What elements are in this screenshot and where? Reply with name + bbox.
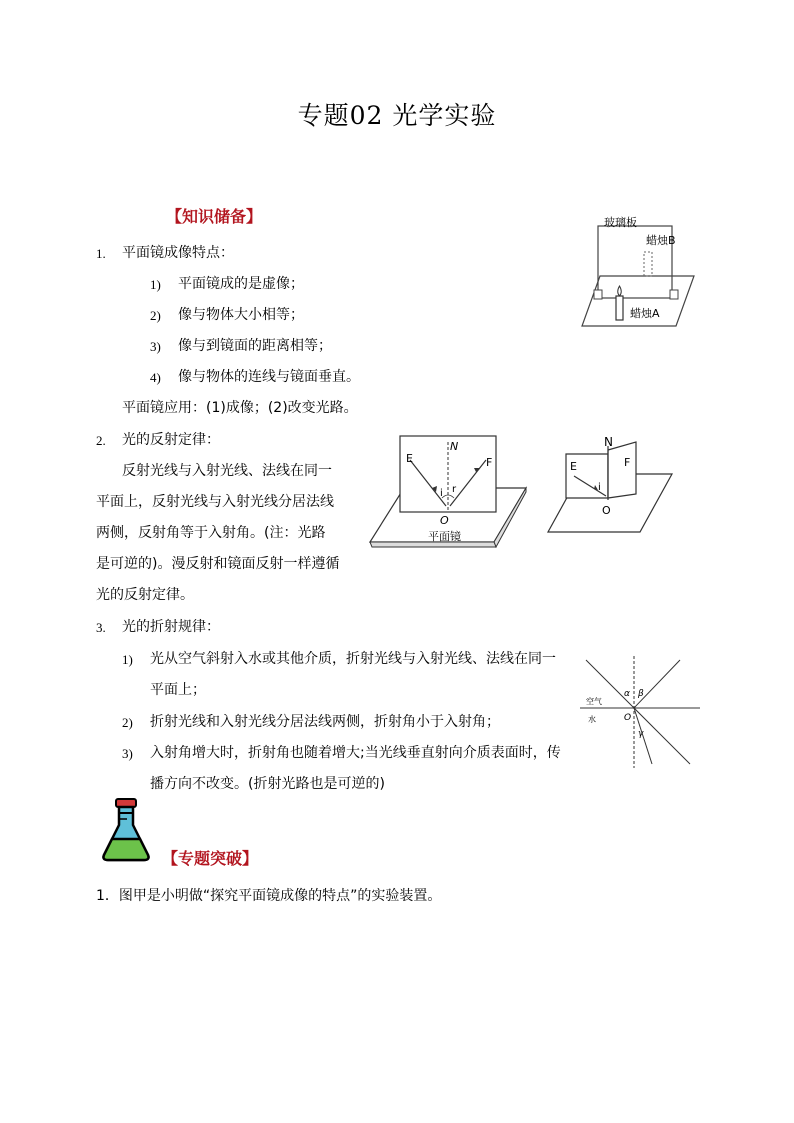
item3-point3-line2: 播方向不改变。(折射光路也是可逆的) — [150, 776, 385, 792]
item3-point2-number: 2) — [122, 715, 133, 730]
item1-point2: 像与物体大小相等； — [178, 307, 304, 323]
item1-point4: 像与物体的连线与镜面垂直。 — [178, 369, 360, 385]
item3-point3-line1: 入射角增大时，折射角也随着增大;当光线垂直射向介质表面时，传 — [150, 745, 561, 761]
point-o-label: O — [440, 514, 449, 527]
item1-point3: 像与到镜面的距离相等； — [178, 338, 332, 354]
reflection-figure — [366, 430, 528, 550]
normal-n-label: N — [450, 440, 459, 453]
page-title: 专题02 光学实验 — [297, 101, 497, 130]
item3-point2-line1: 折射光线和入射光线分居法线两侧，折射角小于入射角； — [150, 714, 500, 730]
item1-point3-number: 3) — [150, 339, 161, 354]
candle-a-label: 蜡烛A — [630, 307, 660, 320]
alpha-label: α — [624, 689, 630, 699]
item3-point1-number: 1) — [122, 652, 133, 667]
item1-application: 平面镜应用：(1)成像；(2)改变光路。 — [122, 400, 358, 416]
beta-label: β — [638, 689, 644, 699]
reflected-f-label: F — [486, 456, 493, 469]
item1-point1: 平面镜成的是虚像； — [178, 276, 304, 292]
folded-n-label: N — [604, 435, 613, 449]
angle-r-label: r — [452, 484, 457, 495]
candle-b-label: 蜡烛B — [646, 234, 676, 247]
item2-number: 2. — [96, 433, 106, 448]
item1-point2-number: 2) — [150, 308, 161, 323]
folded-f-label: F — [624, 456, 631, 469]
plane-mirror-label: 平面镜 — [428, 530, 461, 543]
folded-e-label: E — [570, 460, 577, 473]
item3-number: 3. — [96, 620, 106, 635]
item3-point3-number: 3) — [122, 746, 133, 761]
flask-icon — [100, 797, 152, 863]
item2-line2: 平面上，反射光线与入射光线分居法线 — [96, 494, 334, 510]
item3-point1-line2: 平面上； — [150, 682, 206, 698]
item1-number: 1. — [96, 246, 106, 261]
air-label: 空气 — [586, 697, 602, 706]
refraction-figure — [580, 656, 702, 770]
section-breakthrough-heading: 【专题突破】 — [162, 849, 259, 868]
mirror-imaging-figure — [576, 210, 700, 330]
folded-o-label: O — [602, 504, 611, 517]
section-knowledge-heading: 【知识储备】 — [166, 207, 263, 226]
incident-e-label: E — [406, 452, 413, 465]
item3-heading: 光的折射规律： — [122, 619, 220, 635]
item2-line1: 反射光线与入射光线、法线在同一 — [122, 463, 332, 479]
folded-board-figure — [544, 432, 674, 536]
item2-heading: 光的反射定律： — [122, 432, 220, 448]
refraction-o-label: O — [624, 713, 632, 723]
folded-i-label: i — [598, 482, 601, 493]
item3-point1-line1: 光从空气斜射入水或其他介质，折射光线与入射光线、法线在同一 — [150, 651, 556, 667]
item1-point1-number: 1) — [150, 277, 161, 292]
item2-line5: 光的反射定律。 — [96, 587, 194, 603]
item2-line4: 是可逆的)。漫反射和镜面反射一样遵循 — [96, 556, 340, 572]
question1-text: 1．图甲是小明做“探究平面镜成像的特点”的实验装置。 — [96, 888, 442, 904]
water-label: 水 — [588, 715, 596, 724]
glass-plate-label: 玻璃板 — [604, 216, 637, 229]
angle-i-label: i — [440, 488, 443, 499]
item1-point4-number: 4) — [150, 370, 161, 385]
item1-heading: 平面镜成像特点： — [122, 245, 234, 261]
gamma-label: γ — [638, 729, 644, 739]
item2-line3: 两侧，反射角等于入射角。(注：光路 — [96, 525, 326, 541]
